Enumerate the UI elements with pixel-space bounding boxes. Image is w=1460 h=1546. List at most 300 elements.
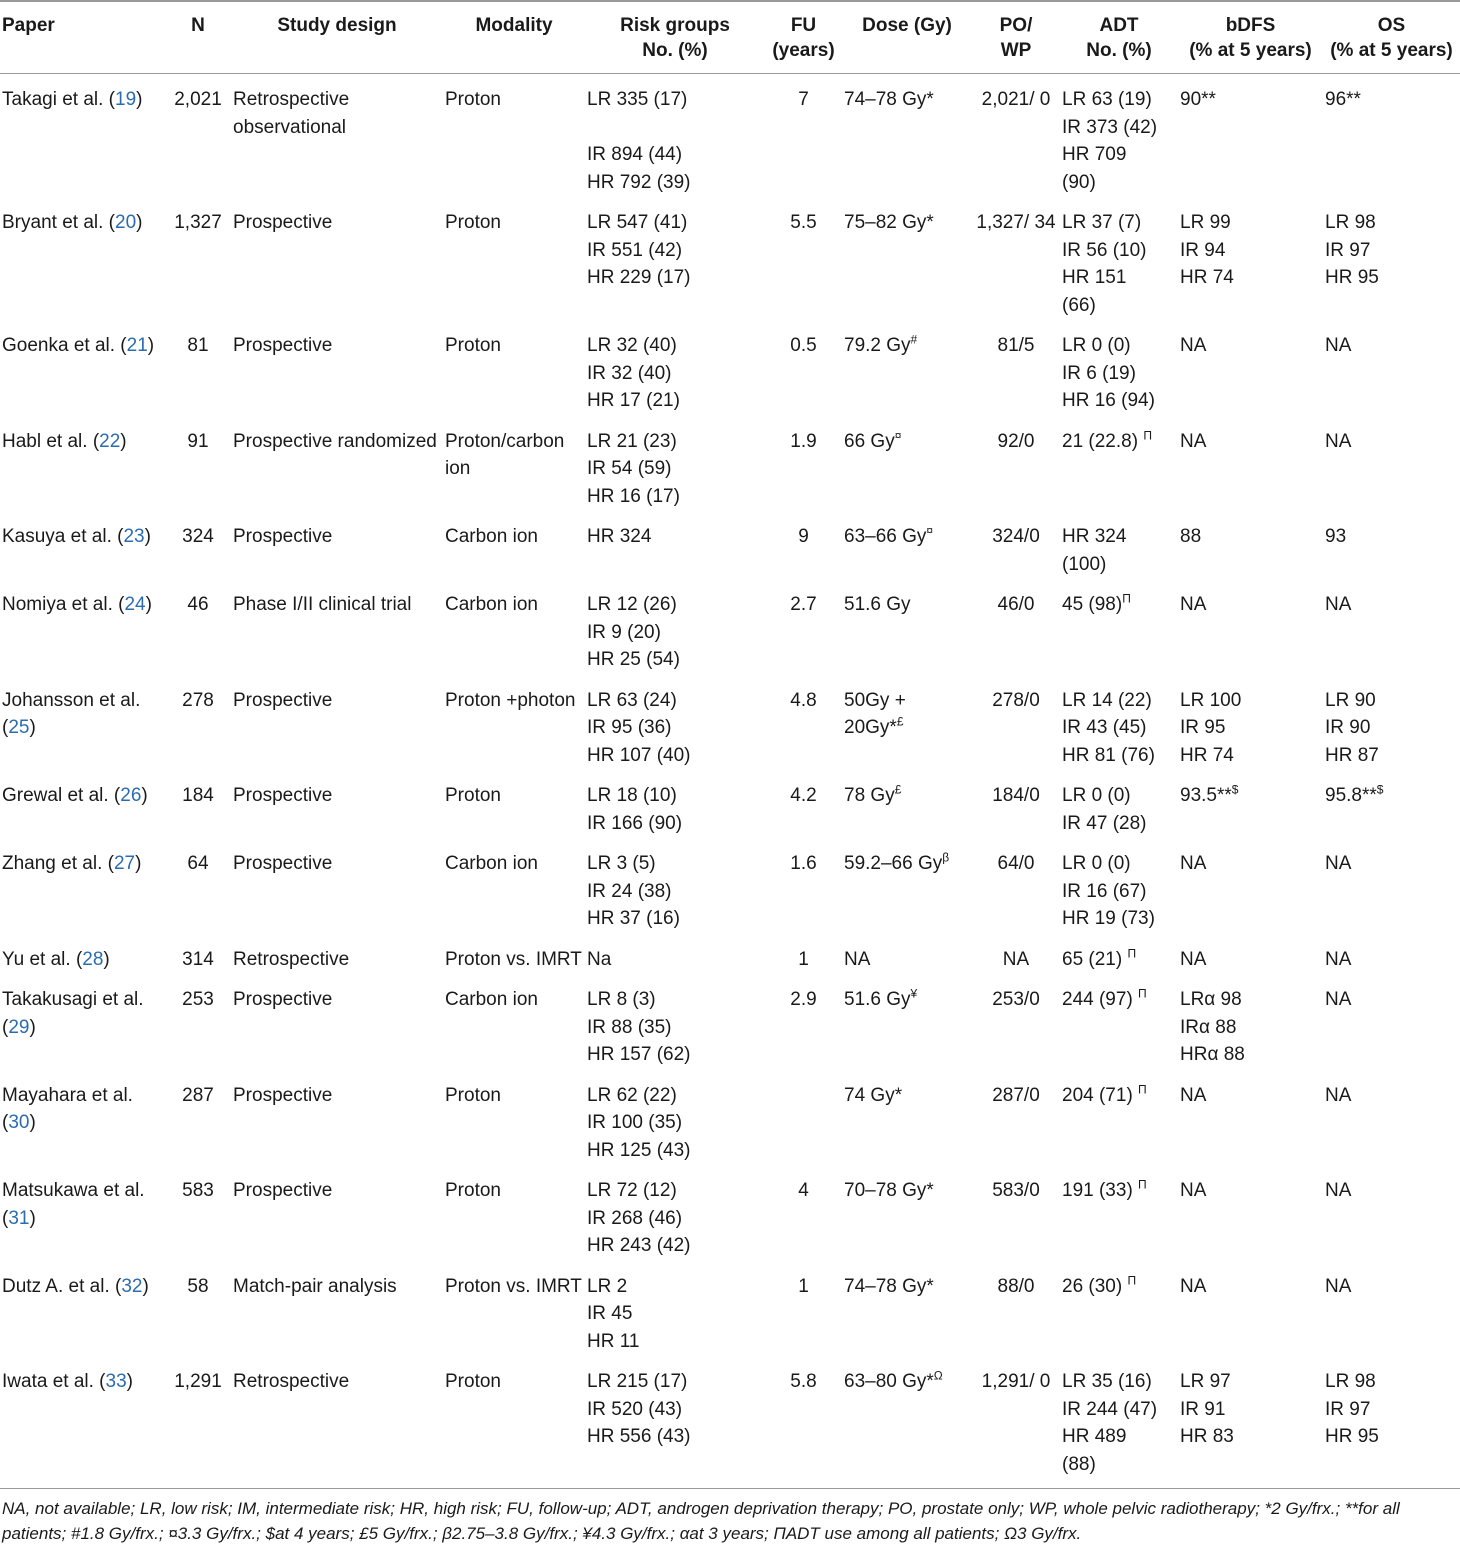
fu-value: 1 [798, 948, 809, 970]
cell-risk-groups [585, 74, 765, 197]
adt-line [1062, 905, 1176, 933]
bdfs-text: IR 95 [1180, 717, 1226, 738]
cell-bdfs [1178, 74, 1323, 197]
header-row [0, 1, 1460, 74]
adt-text: HR 324 [1062, 526, 1127, 547]
po-wp-value: 287/0 [992, 1084, 1040, 1106]
os-text: HR 87 [1325, 744, 1379, 766]
po-wp-value: 278/0 [992, 689, 1040, 711]
fu-value: 2.9 [790, 989, 817, 1010]
risk-group-line: IR 166 (90) [587, 812, 683, 834]
dose-value: 78 Gy [844, 785, 895, 806]
cell-modality [443, 415, 585, 511]
bdfs-line [1180, 986, 1321, 1014]
cell-paper: Takagi et al. (19) [2, 89, 143, 110]
paper-author: Kasuya et al. [2, 526, 112, 547]
cell-fu [765, 74, 842, 197]
adt-line [1062, 387, 1176, 415]
bdfs-line [1180, 946, 1321, 974]
os-line [1325, 1082, 1458, 1110]
dose-value: NA [844, 948, 871, 970]
cell-n [165, 933, 231, 974]
adt-line [1062, 782, 1176, 810]
cell-os [1323, 510, 1460, 578]
adt-line [1062, 332, 1176, 360]
risk-group-line: LR 62 (22) [587, 1084, 677, 1106]
cell-paper: Nomiya et al. (24) [2, 594, 152, 615]
reference-link[interactable]: 19 [115, 89, 137, 110]
n-value: 184 [182, 785, 214, 806]
study-design-value: Prospective [233, 1180, 333, 1201]
study-design-value: Prospective [233, 689, 333, 711]
paper-author: Dutz A. et al. [2, 1275, 110, 1297]
adt-line [1062, 86, 1176, 114]
reference-link[interactable]: 23 [123, 526, 145, 547]
study-design-value: Retrospective [233, 1371, 350, 1392]
adt-text: (88) [1062, 1453, 1096, 1475]
os-text: 96** [1325, 89, 1361, 110]
os-line [1325, 742, 1458, 770]
risk-group-line: LR 63 (24) [587, 689, 677, 711]
risk-group-line: HR 16 (17) [587, 485, 680, 507]
cell-paper: Goenka et al. (21) [2, 335, 155, 356]
dose-value: 75–82 Gy* [844, 212, 934, 233]
adt-text: LR 0 (0) [1062, 853, 1131, 874]
bdfs-text: NA [1180, 1084, 1207, 1106]
adt-line [1062, 591, 1176, 619]
fu-value: 1 [798, 1275, 809, 1297]
os-line [1325, 782, 1458, 810]
cell-dose [842, 674, 972, 770]
bdfs-text: NA [1180, 430, 1207, 452]
adt-text: (66) [1062, 294, 1096, 316]
dose-value: 63–80 Gy* [844, 1371, 934, 1392]
cell-os [1323, 933, 1460, 974]
cell-bdfs [1178, 510, 1323, 578]
cell-risk-groups [585, 769, 765, 837]
cell-paper: Zhang et al. (27) [2, 853, 142, 874]
bdfs-line [1180, 1041, 1321, 1069]
risk-group-line: IR 9 (20) [587, 621, 661, 643]
reference-link[interactable]: 29 [8, 1016, 30, 1038]
n-value: 91 [187, 430, 209, 452]
adt-line [1062, 687, 1176, 715]
cell-os [1323, 674, 1460, 770]
risk-group-line: HR 25 (54) [587, 649, 680, 670]
cell-study-design [231, 196, 443, 319]
reference-link[interactable]: 21 [126, 335, 148, 356]
bdfs-line [1180, 237, 1321, 265]
cell-paper: Takakusagi et al. (29) [2, 989, 144, 1038]
cell-os [1323, 1260, 1460, 1356]
cell-fu [765, 1355, 842, 1488]
cell-po-wp [972, 415, 1060, 511]
risk-group-line: HR 243 (42) [587, 1235, 691, 1256]
adt-line [1062, 742, 1176, 770]
cell-bdfs [1178, 1164, 1323, 1260]
cell-adt [1060, 1355, 1178, 1488]
adt-text: LR 35 (16) [1062, 1371, 1152, 1392]
modality-value: Proton +photon [445, 689, 576, 711]
cell-bdfs [1178, 415, 1323, 511]
bdfs-text: 90** [1180, 89, 1216, 110]
cell-modality [443, 1069, 585, 1165]
reference-link[interactable]: 22 [99, 430, 121, 452]
fu-value: 4.8 [790, 689, 817, 711]
cell-modality [443, 1164, 585, 1260]
fu-value: 2.7 [790, 594, 817, 615]
adt-footnote-mark: Π [1122, 591, 1131, 606]
os-footnote-mark: $ [1376, 782, 1384, 797]
modality-value: Proton vs. IMRT [445, 1275, 582, 1297]
risk-group-line: IR 54 (59) [587, 458, 672, 479]
adt-text: IR 373 (42) [1062, 116, 1158, 138]
header-n: N [191, 15, 205, 36]
modality-value: Proton [445, 335, 501, 356]
bdfs-text: NA [1180, 853, 1207, 874]
cell-fu [765, 578, 842, 674]
cell-n [165, 674, 231, 770]
paper-author: Iwata et al. [2, 1371, 94, 1392]
n-value: 583 [182, 1180, 214, 1201]
modality-value: Carbon ion [445, 594, 538, 615]
reference-link[interactable]: 33 [105, 1371, 127, 1392]
os-line [1325, 1273, 1458, 1301]
bdfs-text: HR 83 [1180, 1426, 1234, 1447]
cell-modality [443, 319, 585, 415]
reference-link[interactable]: 30 [8, 1112, 30, 1133]
cell-study-design [231, 415, 443, 511]
cell-fu [765, 196, 842, 319]
bdfs-text: LR 100 [1180, 689, 1242, 711]
bdfs-line [1180, 332, 1321, 360]
os-line [1325, 209, 1458, 237]
os-line [1325, 332, 1458, 360]
n-value: 1,291 [174, 1371, 222, 1392]
dose-value: 59.2–66 Gy [844, 853, 943, 874]
po-wp-value: 583/0 [992, 1180, 1040, 1201]
modality-value: Carbon ion [445, 526, 538, 547]
cell-bdfs [1178, 933, 1323, 974]
table-row [0, 973, 1460, 1069]
adt-text: (100) [1062, 553, 1107, 575]
fu-value: 1.6 [790, 853, 817, 874]
risk-group-line: IR 551 (42) [587, 239, 683, 261]
dose-value: 74–78 Gy* [844, 1275, 934, 1297]
os-line [1325, 946, 1458, 974]
cell-n [165, 578, 231, 674]
fu-value: 4 [798, 1180, 809, 1201]
os-text: NA [1325, 1084, 1352, 1106]
n-value: 2,021 [174, 89, 222, 110]
os-text: NA [1325, 594, 1352, 615]
paper-author: Yu et al. [2, 948, 71, 970]
cell-bdfs [1178, 837, 1323, 933]
cell-study-design [231, 837, 443, 933]
cell-bdfs [1178, 973, 1323, 1069]
cell-adt [1060, 837, 1178, 933]
bdfs-text: LR 99 [1180, 212, 1231, 233]
po-wp-value: 81/5 [997, 335, 1035, 356]
dose-footnote-mark: ¥ [910, 986, 918, 1001]
cell-risk-groups [585, 973, 765, 1069]
bdfs-line [1180, 209, 1321, 237]
cell-po-wp [972, 973, 1060, 1069]
cell-os [1323, 1069, 1460, 1165]
adt-line [1062, 114, 1176, 142]
risk-group-line: LR 18 (10) [587, 785, 677, 806]
dose-value: 79.2 Gy [844, 335, 911, 356]
bdfs-line [1180, 850, 1321, 878]
study-design-value: Prospective randomized [233, 430, 437, 452]
table-row [0, 769, 1460, 837]
cell-n [165, 769, 231, 837]
bdfs-text: NA [1180, 1180, 1207, 1201]
cell-fu [765, 1069, 842, 1165]
bdfs-text: 93.5** [1180, 785, 1232, 806]
risk-group-line: HR 17 (21) [587, 390, 680, 411]
cell-adt [1060, 1164, 1178, 1260]
adt-text: LR 63 (19) [1062, 89, 1152, 110]
dose-footnote-mark: ¤ [894, 428, 902, 443]
adt-text: HR 16 (94) [1062, 390, 1155, 411]
n-value: 324 [182, 526, 214, 547]
cell-risk-groups [585, 674, 765, 770]
cell-adt [1060, 769, 1178, 837]
adt-text: HR 151 [1062, 267, 1127, 288]
po-wp-value: 184/0 [992, 785, 1040, 806]
study-design-value: Prospective [233, 335, 333, 356]
adt-line [1062, 523, 1176, 551]
risk-group-line: HR 792 (39) [587, 171, 691, 193]
cell-modality [443, 674, 585, 770]
os-line [1325, 1177, 1458, 1205]
paper-author: Matsukawa et al. [2, 1180, 145, 1201]
os-text: LR 90 [1325, 689, 1376, 711]
risk-group-line: IR 268 (46) [587, 1207, 683, 1229]
dose-value: 51.6 Gy [844, 989, 911, 1010]
adt-text: 244 (97) [1062, 989, 1139, 1010]
os-line [1325, 237, 1458, 265]
reference-link[interactable]: 24 [124, 594, 146, 615]
paper-author: Nomiya et al. [2, 594, 113, 615]
cell-dose [842, 973, 972, 1069]
cell-study-design [231, 933, 443, 974]
dose-value: 66 Gy [844, 430, 895, 452]
po-wp-value: 92/0 [997, 430, 1035, 452]
adt-footnote-mark: Π [1127, 946, 1137, 961]
fu-value: 1.9 [790, 430, 817, 452]
cell-os [1323, 319, 1460, 415]
cell-adt [1060, 510, 1178, 578]
risk-group-line: HR 556 (43) [587, 1426, 691, 1447]
modality-value: Proton vs. IMRT [445, 948, 582, 970]
os-line [1325, 1396, 1458, 1424]
cell-adt [1060, 415, 1178, 511]
cell-paper: Grewal et al. (26) [2, 785, 148, 806]
adt-line [1062, 946, 1176, 974]
adt-line [1062, 209, 1176, 237]
header-os: OS (% at 5 years) [1330, 15, 1453, 61]
adt-line [1062, 141, 1176, 169]
dose-value: 50Gy + 20Gy* [844, 689, 906, 738]
header-study-design: Study design [277, 15, 397, 36]
cell-dose [842, 578, 972, 674]
bdfs-text: LR 97 [1180, 1371, 1231, 1392]
n-value: 81 [187, 335, 209, 356]
adt-text: IR 43 (45) [1062, 717, 1147, 738]
os-text: NA [1325, 948, 1352, 970]
cell-adt [1060, 674, 1178, 770]
bdfs-footnote-mark: $ [1231, 782, 1239, 797]
bdfs-line [1180, 86, 1321, 114]
cell-paper: Johansson et al. (25) [2, 689, 141, 738]
cell-risk-groups [585, 578, 765, 674]
risk-group-line: LR 21 (23) [587, 430, 677, 452]
header-fu: FU (years) [772, 15, 835, 61]
dose-footnote-mark: # [910, 332, 918, 347]
cell-fu [765, 510, 842, 578]
risk-group-line: HR 107 (40) [587, 744, 691, 766]
os-text: NA [1325, 1180, 1352, 1201]
adt-line [1062, 292, 1176, 320]
adt-line [1062, 551, 1176, 579]
risk-group-line: LR 8 (3) [587, 989, 656, 1010]
cell-po-wp [972, 578, 1060, 674]
cell-fu [765, 1164, 842, 1260]
fu-value: 4.2 [790, 785, 817, 806]
cell-bdfs [1178, 578, 1323, 674]
os-text: LR 98 [1325, 1371, 1376, 1392]
modality-value: Proton/carbon ion [445, 430, 565, 479]
study-design-value: Prospective [233, 212, 333, 233]
modality-value: Carbon ion [445, 853, 538, 874]
fu-value: 5.5 [790, 212, 817, 233]
risk-group-line: LR 335 (17) [587, 89, 688, 110]
table-footnote [0, 1488, 1460, 1546]
fu-value: 7 [798, 89, 809, 110]
cell-fu [765, 319, 842, 415]
po-wp-value: 253/0 [992, 989, 1040, 1010]
modality-value: Proton [445, 212, 501, 233]
po-wp-value: NA [1002, 948, 1030, 970]
os-line [1325, 714, 1458, 742]
adt-line [1062, 1423, 1176, 1451]
cell-bdfs [1178, 769, 1323, 837]
adt-footnote-mark: Π [1138, 1082, 1147, 1097]
dose-footnote-mark: £ [896, 714, 904, 729]
adt-line [1062, 714, 1176, 742]
cell-study-design [231, 769, 443, 837]
os-line [1325, 687, 1458, 715]
reference-link[interactable]: 32 [121, 1275, 143, 1297]
po-wp-value: 1,327/ 34 [976, 212, 1056, 233]
cell-risk-groups [585, 1069, 765, 1165]
os-text: IR 90 [1325, 717, 1371, 738]
reference-link[interactable]: 26 [120, 785, 142, 806]
table-row [0, 1164, 1460, 1260]
adt-text: HR 81 (76) [1062, 744, 1155, 766]
cell-fu [765, 973, 842, 1069]
cell-bdfs [1178, 1260, 1323, 1356]
cell-n [165, 1069, 231, 1165]
cell-dose [842, 769, 972, 837]
cell-modality [443, 1260, 585, 1356]
os-line [1325, 986, 1458, 1014]
cell-study-design [231, 578, 443, 674]
footnote-text: NA, not available; LR, low risk; IM, intermediate risk; HR, high risk; FU, follow-up; ADT, androgen deprivation therapy; PO, prostate only; WP, whole pelvic radiotherapy; *2 Gy/frx.; **for all patients; #1.8 Gy/frx.; ¤3.3 Gy/frx.; $at 4 years; £5 Gy/frx.; β2.75–3.8 Gy/frx.; ¥4.3 Gy/frx.; αat 3 years; ΠADT use among all patients; Ω3 Gy/frx. [2, 1499, 1400, 1543]
modality-value: Carbon ion [445, 989, 538, 1010]
bdfs-line [1180, 1396, 1321, 1424]
reference-link[interactable]: 27 [113, 853, 136, 874]
cell-risk-groups [585, 319, 765, 415]
risk-group-line: IR 100 (35) [587, 1112, 683, 1133]
cell-n [165, 415, 231, 511]
bdfs-line [1180, 1368, 1321, 1396]
header-modality: Modality [475, 15, 553, 36]
table-row [0, 415, 1460, 511]
dose-footnote-mark: ¤ [926, 523, 934, 538]
bdfs-text: NA [1180, 594, 1207, 615]
risk-group-line: LR 3 (5) [587, 853, 656, 874]
n-value: 46 [187, 594, 209, 615]
adt-footnote-mark: Π [1143, 428, 1152, 443]
cell-risk-groups [585, 510, 765, 578]
cell-study-design [231, 1164, 443, 1260]
cell-study-design [231, 74, 443, 197]
cell-os [1323, 415, 1460, 511]
bdfs-text: IR 94 [1180, 239, 1226, 261]
header-dose: Dose (Gy) [862, 15, 952, 36]
adt-footnote-mark: Π [1138, 1177, 1147, 1192]
cell-adt [1060, 933, 1178, 974]
os-text: HR 95 [1325, 267, 1379, 288]
paper-author: Goenka et al. [2, 335, 116, 356]
table-row [0, 1069, 1460, 1165]
adt-line [1062, 428, 1176, 456]
adt-line [1062, 1177, 1176, 1205]
adt-line [1062, 360, 1176, 388]
cell-fu [765, 1260, 842, 1356]
risk-group-line: HR 229 (17) [587, 267, 691, 288]
adt-text: 21 (22.8) [1062, 430, 1144, 452]
n-value: 253 [182, 989, 214, 1010]
study-design-value: Prospective [233, 989, 333, 1010]
adt-text: HR 709 [1062, 144, 1127, 165]
reference-link[interactable]: 28 [82, 948, 104, 970]
os-line [1325, 86, 1458, 114]
os-text: 95.8** [1325, 785, 1377, 806]
risk-group-line: LR 547 (41) [587, 212, 688, 233]
dose-value: 63–66 Gy [844, 526, 927, 547]
reference-link[interactable]: 31 [8, 1207, 30, 1229]
po-wp-value: 64/0 [997, 853, 1035, 874]
reference-link[interactable]: 25 [8, 717, 30, 738]
cell-dose [842, 319, 972, 415]
header-po-wp: PO/ WP [999, 15, 1033, 61]
n-value: 1,327 [174, 212, 222, 233]
n-value: 314 [182, 948, 214, 970]
bdfs-line [1180, 1014, 1321, 1042]
reference-link[interactable]: 20 [115, 212, 137, 233]
cell-study-design [231, 1355, 443, 1488]
cell-po-wp [972, 74, 1060, 197]
cell-n [165, 319, 231, 415]
adt-text: IR 56 (10) [1062, 239, 1147, 261]
cell-risk-groups [585, 1164, 765, 1260]
adt-line [1062, 1273, 1176, 1301]
table-row [0, 674, 1460, 770]
